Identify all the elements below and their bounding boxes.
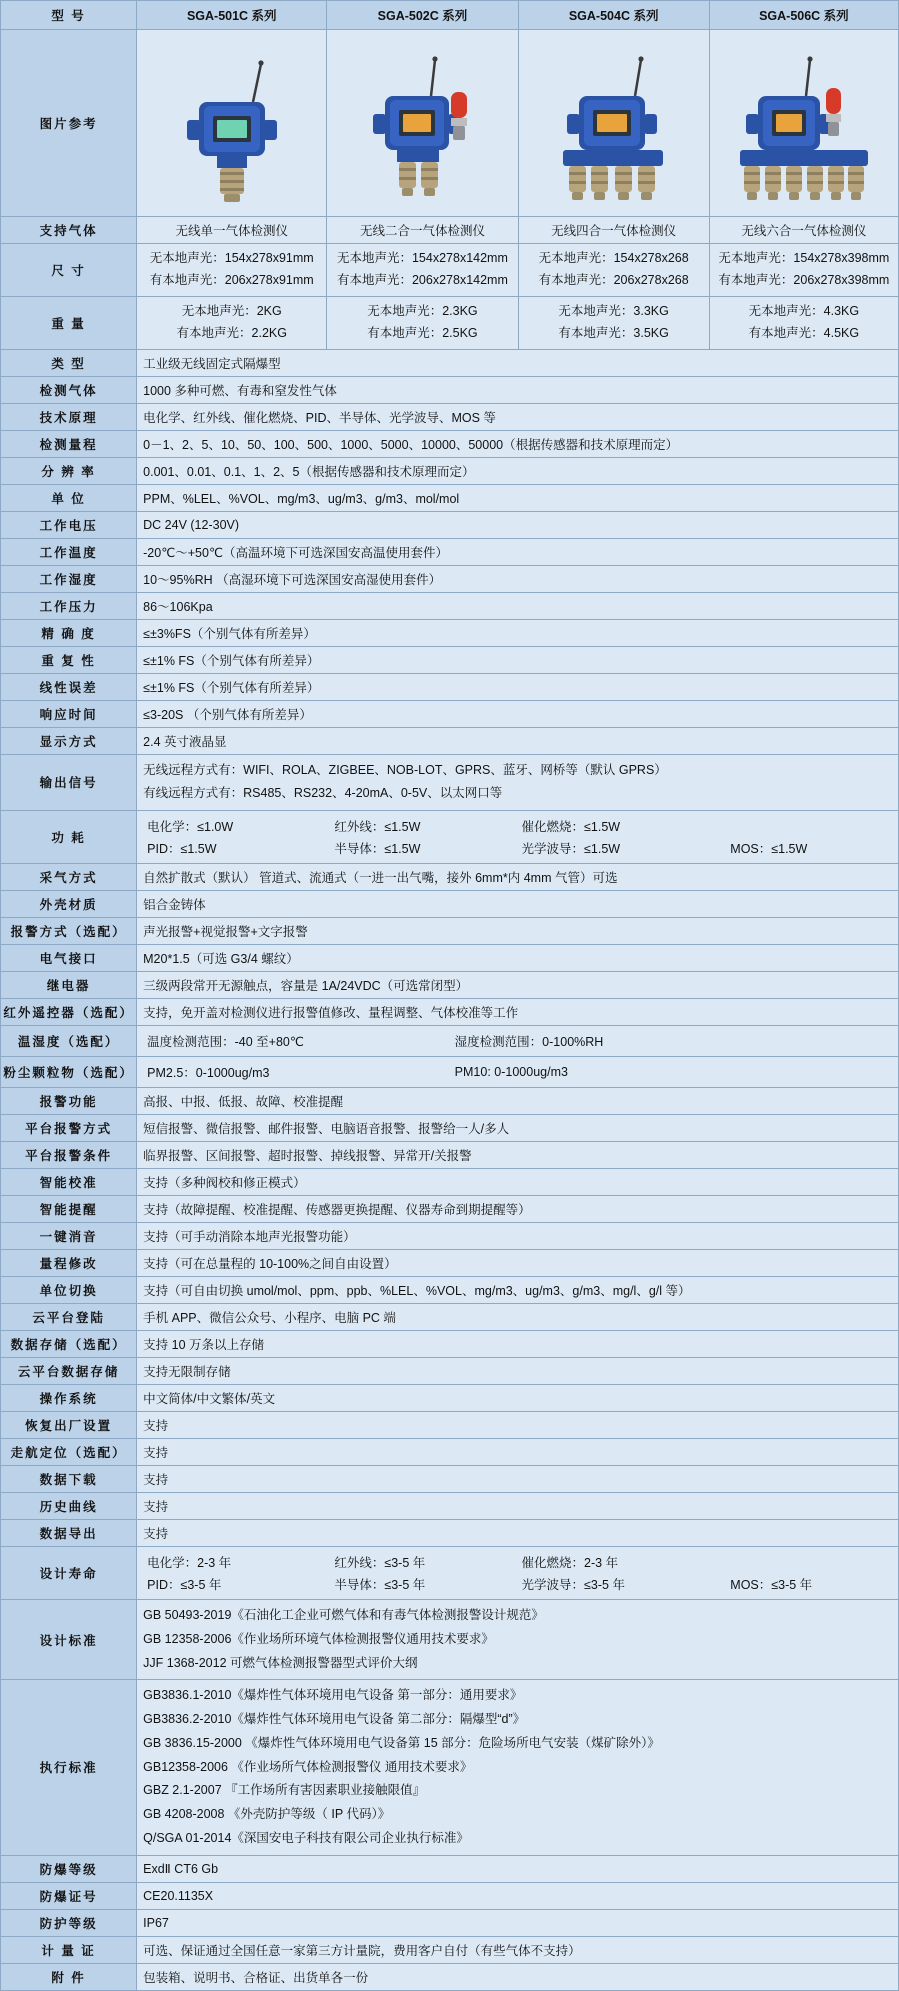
spec-value: 支持（可手动消除本地声光报警功能） [137, 1223, 899, 1250]
table-row-item [1, 1412, 899, 1439]
spec-label: 报警方式（选配） [1, 918, 137, 945]
table-row-item [1, 727, 899, 754]
table-row-weight [1, 296, 899, 349]
exec-standard-line-5: GBZ 2.1-2007 『工作场所有害因素职业接触限值』 [143, 1783, 426, 1798]
spec-label: 数据存储（选配） [1, 1331, 137, 1358]
weight-value-3-line2: 有本地声光：3.5KG [558, 325, 669, 340]
table-row-item [1, 1331, 899, 1358]
spec-value: 手机 APP、微信公众号、小程序、电脑 PC 端 [137, 1304, 899, 1331]
lifetime-cell-semiconductor: 半导体：≤3-5 年 [334, 1578, 426, 1592]
size-value-3-line2: 有本地声光：206x278x268 [538, 272, 689, 287]
spec-value: ≤±1% FS（个别气体有所差异） [137, 673, 899, 700]
table-row-item [1, 1196, 899, 1223]
table-row-item [1, 1088, 899, 1115]
spec-value: 10～95%RH （高湿环境下可选深国安高湿使用套件） [137, 565, 899, 592]
spec-label: 平台报警条件 [1, 1142, 137, 1169]
table-row-item [1, 891, 899, 918]
spec-label: 检测量程 [1, 430, 137, 457]
size-value-4 [709, 244, 898, 297]
lifetime-cell-optical: 光学波导：≤3-5 年 [521, 1578, 625, 1592]
weight-value-2 [327, 296, 518, 349]
spec-label: 防护等级 [1, 1909, 137, 1936]
spec-label: 线性误差 [1, 673, 137, 700]
spec-value: M20*1.5（可选 G3/4 螺纹） [137, 945, 899, 972]
weight-value-1-line1: 无本地声光：2KG [181, 303, 282, 318]
power-value [137, 811, 899, 864]
table-row-dust [1, 1057, 899, 1088]
spec-value: PPM、%LEL、%VOL、mg/m3、ug/m3、g/m3、mol/mol [137, 484, 899, 511]
table-row-item [1, 1142, 899, 1169]
spec-value: 声光报警+视觉报警+文字报警 [137, 918, 899, 945]
spec-value: DC 24V (12-30V) [137, 511, 899, 538]
lifetime-cell-infrared: 红外线：≤3-5 年 [334, 1556, 426, 1570]
size-value-4-line1: 无本地声光：154x278x398mm [718, 251, 890, 265]
dust-label: 粉尘颗粒物（选配） [1, 1057, 137, 1088]
exec-standard-value [137, 1680, 899, 1855]
weight-label: 重 量 [1, 296, 137, 349]
model-header-1: SGA-501C 系列 [137, 1, 327, 30]
spec-label: 历史曲线 [1, 1493, 137, 1520]
design-standard-value [137, 1600, 899, 1680]
spec-label: 数据导出 [1, 1520, 137, 1547]
table-row-design-standard [1, 1600, 899, 1680]
spec-label: 单位切换 [1, 1277, 137, 1304]
weight-value-4-line2: 有本地声光：4.5KG [748, 325, 860, 340]
humidity-range: 湿度检测范围：0-100%RH [454, 1035, 604, 1049]
spec-label: 重 复 性 [1, 646, 137, 673]
table-row-header [1, 1, 899, 30]
spec-value: CE20.1135X [137, 1882, 899, 1909]
size-value-1-line1: 无本地声光：154x278x91mm [149, 251, 314, 265]
spec-value: 支持（多种阀校和修正模式） [137, 1169, 899, 1196]
support-gas-value-4: 无线六合一气体检测仪 [709, 217, 898, 244]
weight-value-1 [137, 296, 327, 349]
spec-label: 防爆证号 [1, 1882, 137, 1909]
spec-value: 86～106Kpa [137, 592, 899, 619]
spec-value: ≤±3%FS（个别气体有所差异） [137, 619, 899, 646]
power-cell-empty [726, 815, 892, 837]
model-label: 型 号 [1, 1, 137, 30]
spec-label: 防爆等级 [1, 1855, 137, 1882]
table-row-item [1, 864, 899, 891]
exec-standard-line-3: GB 3836.15-2000 《爆炸性气体环境用电气设备第 15 部分：危险场所电气安装（煤矿除外）》 [143, 1735, 660, 1750]
output-signal-label: 输出信号 [1, 754, 137, 811]
spec-value: 工业级无线固定式隔爆型 [137, 349, 899, 376]
temp-humidity-label: 温湿度（选配） [1, 1026, 137, 1057]
power-cell-electrochemical: 电化学：≤1.0W [147, 820, 234, 834]
exec-standard-line-1: GB3836.1-2010《爆炸性气体环境用电气设备 第一部分：通用要求》 [143, 1688, 523, 1703]
exec-standard-line-2: GB3836.2-2010《爆炸性气体环境用电气设备 第二部分：隔爆型“d”》 [143, 1712, 526, 1726]
spec-value: 高报、中报、低报、故障、校准提醒 [137, 1088, 899, 1115]
pm10-range: PM10: 0-1000ug/m3 [454, 1065, 568, 1079]
spec-label: 平台报警方式 [1, 1115, 137, 1142]
support-gas-label: 支持气体 [1, 217, 137, 244]
lifetime-cell-empty [726, 1551, 892, 1573]
temp-humidity-value [137, 1026, 899, 1057]
table-row-item [1, 945, 899, 972]
table-row-item [1, 999, 899, 1026]
table-row-item [1, 457, 899, 484]
lifetime-cell-mos: MOS：≤3-5 年 [730, 1578, 813, 1592]
spec-label: 继电器 [1, 972, 137, 999]
spec-label: 红外遥控器（选配） [1, 999, 137, 1026]
spec-value: 铝合金铸体 [137, 891, 899, 918]
spec-label: 附 件 [1, 1963, 137, 1990]
size-value-1 [137, 244, 327, 297]
table-row-item [1, 484, 899, 511]
spec-value: 0.001、0.01、0.1、1、2、5（根据传感器和技术原理而定） [137, 457, 899, 484]
support-gas-value-2: 无线二合一气体检测仪 [327, 217, 518, 244]
power-row-2 [143, 837, 892, 859]
spec-label: 单 位 [1, 484, 137, 511]
power-cell-mos: MOS：≤1.5W [730, 842, 808, 856]
exec-standard-line-6: GB 4208-2008 《外壳防护等级（ IP 代码）》 [143, 1807, 391, 1821]
six-gas-detector-image [709, 30, 898, 217]
size-value-3-line1: 无本地声光：154x278x268 [538, 251, 689, 265]
spec-label: 走航定位（选配） [1, 1439, 137, 1466]
weight-value-2-line2: 有本地声光：2.5KG [367, 325, 478, 340]
spec-value: 中文简体/中文繁体/英文 [137, 1385, 899, 1412]
spec-label: 检测气体 [1, 376, 137, 403]
exec-standard-label: 执行标准 [1, 1680, 137, 1855]
size-value-1-line2: 有本地声光：206x278x91mm [149, 272, 314, 287]
model-header-4: SGA-506C 系列 [709, 1, 898, 30]
size-value-3 [518, 244, 709, 297]
single-gas-detector-image [137, 30, 327, 217]
spec-label: 操作系统 [1, 1385, 137, 1412]
spec-value: 支持 [137, 1520, 899, 1547]
spec-label: 电气接口 [1, 945, 137, 972]
table-row-item [1, 1466, 899, 1493]
table-row-item [1, 1909, 899, 1936]
table-row-item [1, 376, 899, 403]
design-lifetime-label: 设计寿命 [1, 1547, 137, 1600]
table-row-power [1, 811, 899, 864]
table-row-item [1, 673, 899, 700]
table-row-item [1, 1493, 899, 1520]
spec-label: 类 型 [1, 349, 137, 376]
spec-value: 电化学、红外线、催化燃烧、PID、半导体、光学波导、MOS 等 [137, 403, 899, 430]
lifetime-row-2 [143, 1573, 892, 1595]
table-row-item [1, 1223, 899, 1250]
spec-label: 响应时间 [1, 700, 137, 727]
weight-value-4 [709, 296, 898, 349]
spec-label: 计 量 证 [1, 1936, 137, 1963]
table-row-image-reference [1, 30, 899, 217]
table-row-item [1, 1385, 899, 1412]
power-row-1 [143, 815, 892, 837]
spec-value: IP67 [137, 1909, 899, 1936]
table-row-item [1, 972, 899, 999]
image-ref-label: 图片参考 [1, 30, 137, 217]
design-standard-label: 设计标准 [1, 1600, 137, 1680]
table-row-item [1, 511, 899, 538]
spec-value: 支持 [137, 1412, 899, 1439]
spec-label: 云平台登陆 [1, 1304, 137, 1331]
table-row-support-gas [1, 217, 899, 244]
lifetime-cell-pid: PID：≤3-5 年 [147, 1578, 222, 1592]
output-signal-line1: 无线远程方式有：WIFI、ROLA、ZIGBEE、NOB-LOT、GPRS、蓝牙、网桥等（默认 GPRS） [143, 762, 667, 777]
model-header-2: SGA-502C 系列 [327, 1, 518, 30]
table-row-item [1, 700, 899, 727]
spec-value: 支持，免开盖对检测仪进行报警值修改、量程调整、气体校准等工作 [137, 999, 899, 1026]
spec-label: 工作压力 [1, 592, 137, 619]
weight-value-1-line2: 有本地声光：2.2KG [176, 325, 287, 340]
weight-value-3 [518, 296, 709, 349]
power-label: 功 耗 [1, 811, 137, 864]
spec-label: 智能校准 [1, 1169, 137, 1196]
table-row-design-lifetime [1, 1547, 899, 1600]
table-row-item [1, 1358, 899, 1385]
spec-value: 三级两段常开无源触点，容量是 1A/24VDC（可选常闭型） [137, 972, 899, 999]
spec-value: 支持无限制存储 [137, 1358, 899, 1385]
spec-value: 短信报警、微信报警、邮件报警、电脑语音报警、报警给一人/多人 [137, 1115, 899, 1142]
size-label: 尺 寸 [1, 244, 137, 297]
weight-value-2-line1: 无本地声光：2.3KG [367, 303, 478, 318]
spec-label: 云平台数据存储 [1, 1358, 137, 1385]
spec-label: 智能提醒 [1, 1196, 137, 1223]
spec-value: 支持 [137, 1439, 899, 1466]
table-row-item [1, 565, 899, 592]
table-row-exec-standard [1, 1680, 899, 1855]
table-row-item [1, 1115, 899, 1142]
model-header-3: SGA-504C 系列 [518, 1, 709, 30]
power-cell-catalytic: 催化燃烧：≤1.5W [521, 820, 621, 834]
table-row-item [1, 403, 899, 430]
table-row-item [1, 619, 899, 646]
size-value-4-line2: 有本地声光：206x278x398mm [718, 272, 890, 287]
exec-standard-line-4: GB12358-2006 《作业场所气体检测报警仪 通用技术要求》 [143, 1759, 473, 1774]
lifetime-row-1 [143, 1551, 892, 1573]
table-row-item [1, 1936, 899, 1963]
weight-value-4-line1: 无本地声光：4.3KG [748, 303, 860, 318]
spec-value: -20℃～+50℃（高温环境下可选深国安高温使用套件） [137, 538, 899, 565]
size-value-2 [327, 244, 518, 297]
table-row-item [1, 349, 899, 376]
spec-value: 支持（故障提醒、校准提醒、传感器更换提醒、仪器寿命到期提醒等） [137, 1196, 899, 1223]
spec-label: 工作电压 [1, 511, 137, 538]
support-gas-value-1: 无线单一气体检测仪 [137, 217, 327, 244]
spec-label: 工作温度 [1, 538, 137, 565]
output-signal-line2: 有线远程方式有：RS485、RS232、4-20mA、0-5V、以太网口等 [143, 786, 503, 801]
spec-label: 显示方式 [1, 727, 137, 754]
table-row-item [1, 1882, 899, 1909]
spec-label: 量程修改 [1, 1250, 137, 1277]
table-row-item [1, 538, 899, 565]
spec-value: 支持（可在总量程的 10-100%之间自由设置） [137, 1250, 899, 1277]
spec-label: 恢复出厂设置 [1, 1412, 137, 1439]
size-value-2-line1: 无本地声光：154x278x142mm [336, 251, 508, 265]
table-row-item [1, 646, 899, 673]
design-standard-line-1: GB 50493-2019《石油化工企业可燃气体和有毒气体检测报警设计规范》 [143, 1608, 544, 1622]
dual-gas-detector-image [327, 30, 518, 217]
exec-standard-line-7: Q/SGA 01-2014《深国安电子科技有限公司企业执行标准》 [143, 1830, 469, 1845]
table-row-item [1, 1855, 899, 1882]
table-row-temp-humidity [1, 1026, 899, 1057]
spec-label: 采气方式 [1, 864, 137, 891]
quad-gas-detector-image [518, 30, 709, 217]
weight-value-3-line1: 无本地声光：3.3KG [558, 303, 669, 318]
table-row-size [1, 244, 899, 297]
spec-value: 可选、保证通过全国任意一家第三方计量院，费用客户自付（有些气体不支持） [137, 1936, 899, 1963]
spec-label: 工作湿度 [1, 565, 137, 592]
table-row-output-signal [1, 754, 899, 811]
spec-label: 一键消音 [1, 1223, 137, 1250]
table-row-item [1, 1169, 899, 1196]
lifetime-cell-electrochemical: 电化学：2-3 年 [147, 1556, 232, 1570]
power-cell-infrared: 红外线：≤1.5W [334, 820, 421, 834]
spec-value: 2.4 英寸液晶显 [137, 727, 899, 754]
output-signal-value [137, 754, 899, 811]
table-row-item [1, 1963, 899, 1990]
spec-value: 支持（可自由切换 umol/mol、ppm、ppb、%LEL、%VOL、mg/m3、ug/m3、g/m3、mg/l、g/l 等） [137, 1277, 899, 1304]
power-cell-optical: 光学波导：≤1.5W [521, 842, 621, 856]
design-standard-line-2: GB 12358-2006《作业场所环境气体检测报警仪通用技术要求》 [143, 1631, 494, 1646]
table-row-item [1, 1439, 899, 1466]
table-row-item [1, 1250, 899, 1277]
spec-value: 0－1、2、5、10、50、100、500、1000、5000、10000、50000（根据传感器和技术原理而定） [137, 430, 899, 457]
size-value-2-line2: 有本地声光：206x278x142mm [336, 272, 508, 287]
table-row-item [1, 1520, 899, 1547]
spec-value: 1000 多种可燃、有毒和窒发性气体 [137, 376, 899, 403]
spec-value: 支持 [137, 1466, 899, 1493]
spec-label: 数据下载 [1, 1466, 137, 1493]
spec-value: ≤±1% FS（个别气体有所差异） [137, 646, 899, 673]
pm25-range: PM2.5：0-1000ug/m3 [147, 1066, 270, 1080]
table-row-item [1, 1304, 899, 1331]
spec-value: 自然扩散式（默认） 管道式、流通式（一进一出气嘴，接外 6mm*内 4mm 气管）可选 [137, 864, 899, 891]
power-cell-pid: PID：≤1.5W [147, 842, 217, 856]
table-row-item [1, 430, 899, 457]
spec-value: ≤3-20S （个别气体有所差异） [137, 700, 899, 727]
temp-range: 温度检测范围：-40 至+80℃ [147, 1035, 304, 1049]
spec-value: 包装箱、说明书、合格证、出货单各一份 [137, 1963, 899, 1990]
spec-label: 外壳材质 [1, 891, 137, 918]
design-lifetime-value [137, 1547, 899, 1600]
lifetime-cell-catalytic: 催化燃烧：2-3 年 [521, 1556, 619, 1570]
spec-label: 分 辨 率 [1, 457, 137, 484]
spec-label: 报警功能 [1, 1088, 137, 1115]
support-gas-value-3: 无线四合一气体检测仪 [518, 217, 709, 244]
spec-value: 临界报警、区间报警、超时报警、掉线报警、异常开/关报警 [137, 1142, 899, 1169]
spec-value: 支持 [137, 1493, 899, 1520]
design-standard-line-3: JJF 1368-2012 可燃气体检测报警器型式评价大纲 [143, 1655, 418, 1670]
spec-label: 技术原理 [1, 403, 137, 430]
dust-value [137, 1057, 899, 1088]
spec-value: 支持 10 万条以上存储 [137, 1331, 899, 1358]
spec-label: 精 确 度 [1, 619, 137, 646]
power-cell-semiconductor: 半导体：≤1.5W [334, 842, 421, 856]
spec-value: ExdⅡ CT6 Gb [137, 1855, 899, 1882]
table-row-item [1, 918, 899, 945]
table-row-item [1, 1277, 899, 1304]
table-row-item [1, 592, 899, 619]
